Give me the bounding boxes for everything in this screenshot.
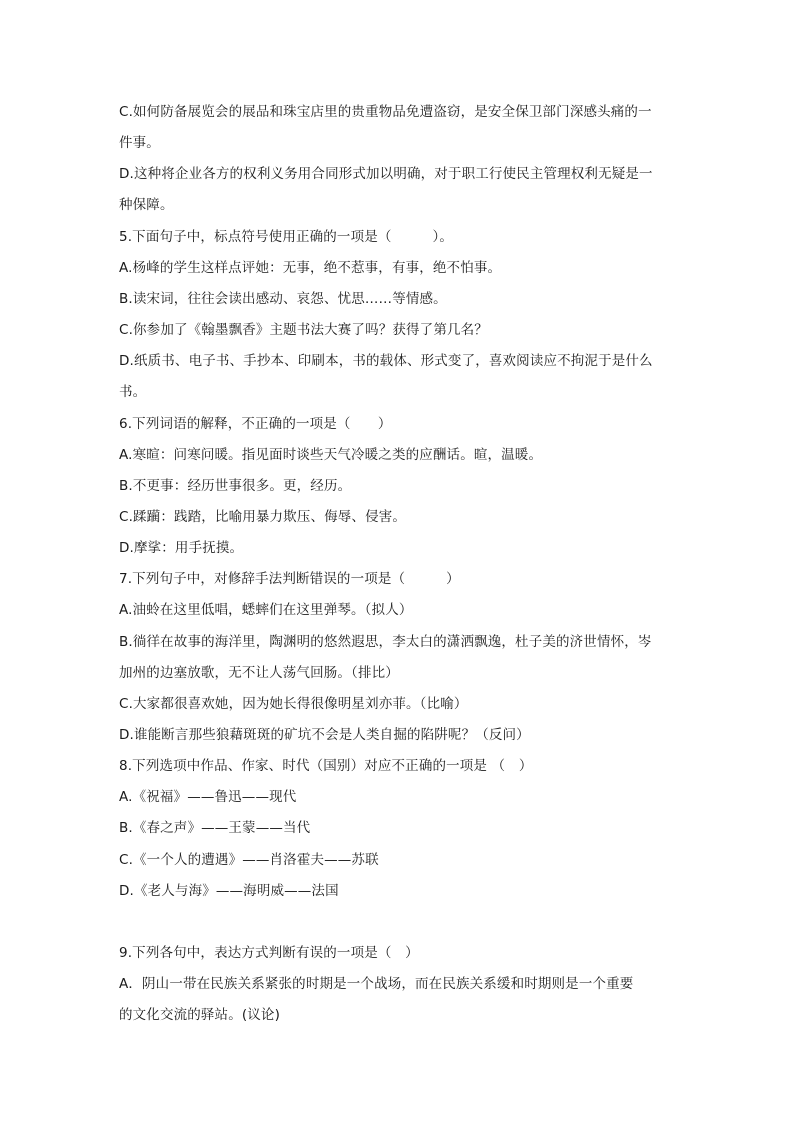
- question-8-option-a: A.《祝福》——鲁迅——现代: [119, 789, 297, 805]
- question-8-option-c: C.《一个人的遭遇》——肖洛霍夫——苏联: [119, 852, 379, 868]
- question-6-option-d: D.摩挲：用手抚摸。: [119, 540, 244, 556]
- question-8-option-b: B.《春之声》——王蒙——当代: [119, 820, 311, 836]
- question-4-option-c-line1: C.如何防备展览会的展品和珠宝店里的贵重物品免遭盗窃，是安全保卫部门深感头痛的一: [119, 104, 652, 120]
- question-7-option-c: C.大家都很喜欢她，因为她长得很像明星刘亦菲。（比喻）: [119, 696, 468, 712]
- question-9-option-a-line1: A．阴山一带在民族关系紧张的时期是一个战场，而在民族关系缓和时期则是一个重要: [119, 976, 634, 992]
- question-8-option-d: D.《老人与海》——海明威——法国: [119, 883, 339, 899]
- question-9-option-a-line2: 的文化交流的驿站。(议论): [119, 1007, 280, 1023]
- question-5-option-b: B.读宋词，往往会读出感动、哀怨、忧思……等情感。: [119, 291, 447, 307]
- question-5-option-a: A.杨峰的学生这样点评她：无事，绝不惹事，有事，绝不怕事。: [119, 260, 502, 276]
- question-6-option-c: C.蹂躏：践踏，比喻用暴力欺压、侮辱、侵害。: [119, 509, 407, 525]
- question-4-option-d-line1: D.这种将企业各方的权利义务用合同形式加以明确，对于职工行使民主管理权利无疑是一: [119, 166, 653, 182]
- question-6-stem: 6.下列词语的解释，不正确的一项是（ ）: [119, 416, 392, 432]
- question-8-stem: 8.下列选项中作品、作家、时代（国别）对应不正确的一项是 （ ）: [119, 758, 533, 774]
- question-5-option-d-line2: 书。: [119, 384, 147, 400]
- question-5-option-d-line1: D.纸质书、电子书、手抄本、印刷本，书的载体、形式变了，喜欢阅读应不拘泥于是什么: [119, 353, 653, 369]
- question-7-option-d: D.谁能断言那些狼藉斑斑的矿坑不会是人类自掘的陷阱呢？（反问）: [119, 727, 530, 743]
- question-5-option-c: C.你参加了《翰墨飘香》主题书法大赛了吗？获得了第几名？: [119, 322, 488, 338]
- question-4-option-d-line2: 种保障。: [119, 197, 174, 213]
- question-9-stem: 9.下列各句中，表达方式判断有误的一项是（ ）: [119, 945, 419, 961]
- question-7-option-b-line2: 加州的边塞放歌，无不让人荡气回肠。（排比）: [119, 665, 399, 681]
- question-7-option-a: A.油蛉在这里低唱，蟋蟀们在这里弹琴。（拟人）: [119, 602, 413, 618]
- question-6-option-b: B.不更事：经历世事很多。更，经历。: [119, 478, 352, 494]
- question-7-option-b-line1: B.徜徉在故事的海洋里，陶渊明的悠然遐思，李太白的潇洒飘逸，杜子美的济世情怀，岑: [119, 634, 652, 650]
- question-7-stem: 7.下列句子中，对修辞手法判断错误的一项是（ ）: [119, 571, 460, 587]
- question-6-option-a: A.寒暄：问寒问暖。指见面时谈些天气冷暖之类的应酬话。暄，温暖。: [119, 447, 543, 463]
- question-5-stem: 5.下面句子中，标点符号使用正确的一项是（ ）。: [119, 229, 454, 245]
- question-4-option-c-line2: 件事。: [119, 135, 160, 151]
